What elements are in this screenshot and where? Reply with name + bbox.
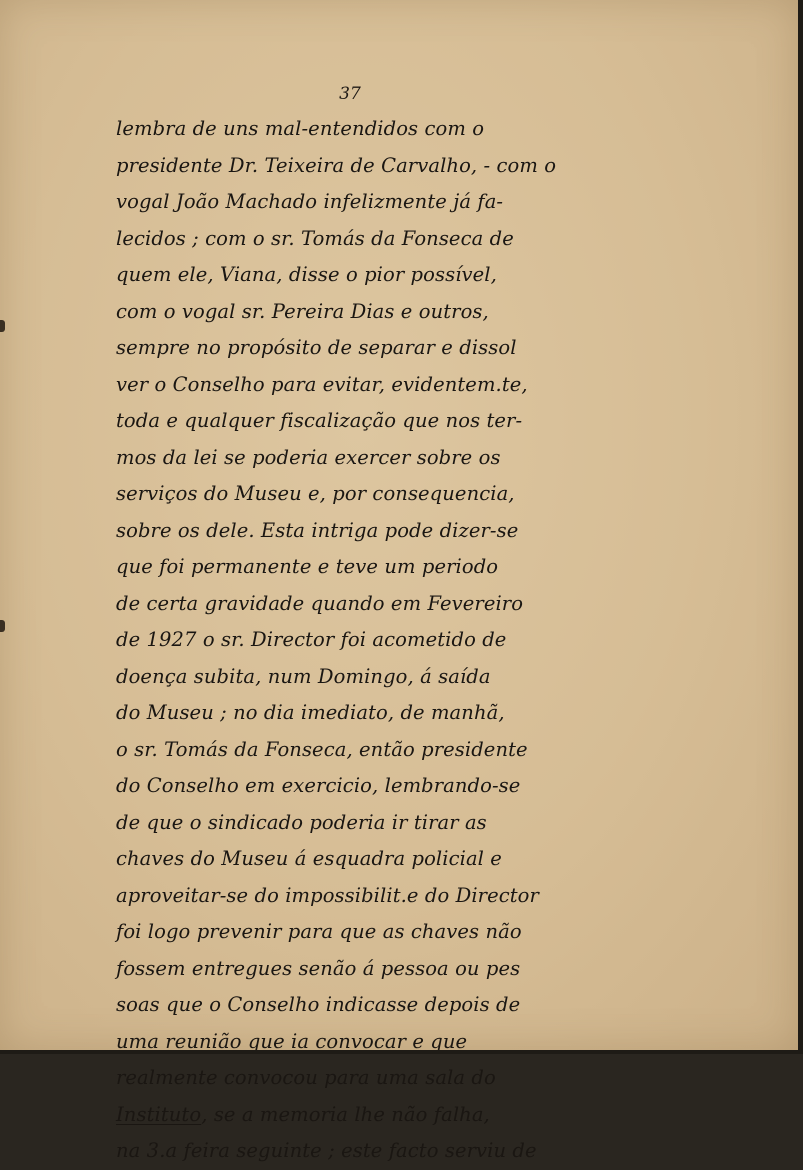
text-line: doença subita, num Domingo, á saída [116, 659, 594, 696]
underlined-word: Instituto [116, 1103, 201, 1126]
text-line: na 3.a feira seguinte ; este facto serviu de [116, 1133, 594, 1170]
text-line: serviços do Museu e, por consequencia, [116, 476, 594, 513]
text-line: chaves do Museu á esquadra policial e [116, 841, 594, 878]
handwritten-text-block [116, 111, 594, 1170]
text-line: de que o sindicado poderia ir tirar as [116, 805, 594, 842]
text-line: foi logo prevenir para que as chaves não [116, 914, 594, 951]
text-line: aproveitar-se do impossibilit.e do Director [116, 878, 594, 915]
text-line: de certa gravidade quando em Fevereiro [116, 586, 594, 623]
text-line: quem ele, Viana, disse o pior possível, [116, 257, 594, 294]
text-line: sempre no propósito de separar e dissol [116, 330, 594, 367]
text-line: toda e qualquer fiscalização que nos ter- [116, 403, 594, 440]
text-line: ver o Conselho para evitar, evidentem.te, [116, 367, 594, 404]
text-line: lecidos ; com o sr. Tomás da Fonseca de [116, 221, 594, 258]
text-line: o sr. Tomás da Fonseca, então presidente [116, 732, 594, 769]
binding-hole-mark [0, 620, 5, 632]
scan-edge-bottom [0, 1050, 803, 1054]
text-line: fossem entregues senão á pessoa ou pes [116, 951, 594, 988]
page-number: 37 [330, 84, 370, 104]
text-line: do Museu ; no dia imediato, de manhã, [116, 695, 594, 732]
binding-hole-mark [0, 320, 5, 332]
text-line: uma reunião que ia convocar e que [116, 1024, 594, 1061]
text-line: lembra de uns mal-entendidos com o [116, 111, 594, 148]
text-line: vogal João Machado infelizmente já fa- [116, 184, 594, 221]
text-line: mos da lei se poderia exercer sobre os [116, 440, 594, 477]
text-line: presidente Dr. Teixeira de Carvalho, - com o [116, 148, 594, 185]
text-line-instituto: Instituto, se a memoria lhe não falha, [116, 1097, 594, 1134]
text-line: com o vogal sr. Pereira Dias e outros, [116, 294, 594, 331]
text-line: soas que o Conselho indicasse depois de [116, 987, 594, 1024]
text-line: realmente convocou para uma sala do [116, 1060, 594, 1097]
text-line: do Conselho em exercicio, lembrando-se [116, 768, 594, 805]
text-line: sobre os dele. Esta intriga pode dizer-se [116, 513, 594, 550]
text-line: que foi permanente e teve um periodo [116, 549, 594, 586]
text-line: de 1927 o sr. Director foi acometido de [116, 622, 594, 659]
scan-edge-right [798, 0, 803, 1054]
